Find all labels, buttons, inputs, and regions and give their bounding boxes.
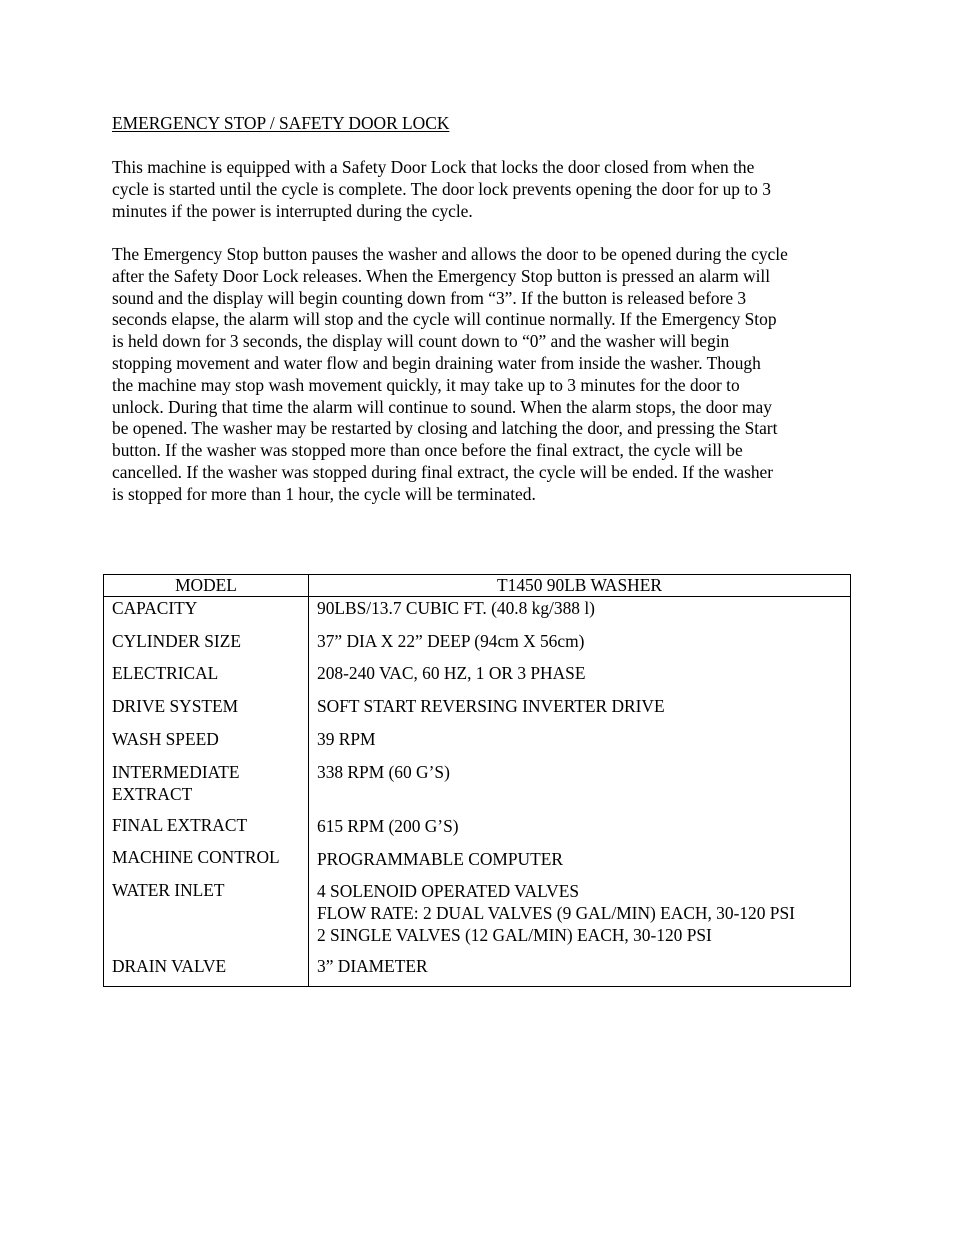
- value-line: PROGRAMMABLE COMPUTER: [317, 849, 563, 869]
- safety-door-lock-paragraph: [112, 157, 771, 222]
- paragraph-line: the machine may stop wash movement quickly, it may take up to 3 minutes for the door to: [112, 374, 740, 395]
- specifications-table: [103, 574, 851, 987]
- spec-label-drive-system: [112, 696, 304, 718]
- value-line: SOFT START REVERSING INVERTER DRIVE: [317, 696, 665, 716]
- table-header-model-name: T1450 90LB WASHER: [497, 575, 662, 595]
- spec-value-machine-control: [317, 849, 563, 871]
- paragraph-line: unlock. During that time the alarm will continue to sound. When the alarm stops, the door may: [112, 396, 772, 417]
- label-line: DRIVE SYSTEM: [112, 696, 239, 716]
- value-line: 3” DIAMETER: [317, 956, 428, 976]
- value-line: 4 SOLENOID OPERATED VALVES: [317, 881, 580, 901]
- value-line: 615 RPM (200 G’S): [317, 816, 459, 836]
- spec-value-final-extract: [317, 816, 459, 838]
- paragraph-line: after the Safety Door Lock releases. When the Emergency Stop button is pressed an alarm will: [112, 265, 771, 286]
- label-line: INTERMEDIATE: [112, 762, 240, 782]
- value-line: 39 RPM: [317, 729, 376, 749]
- paragraph-line: stopping movement and water flow and begin draining water from inside the washer. Though: [112, 352, 761, 373]
- label-line: FINAL EXTRACT: [112, 815, 248, 835]
- spec-value-electrical: [317, 663, 585, 685]
- label-line: CAPACITY: [112, 598, 198, 618]
- paragraph-line: is held down for 3 seconds, the display will count down to “0” and the washer will begin: [112, 331, 730, 352]
- spec-label-final-extract: [112, 815, 304, 837]
- spec-value-intermediate-extract: [317, 762, 450, 784]
- spec-value-drive-system: [317, 696, 665, 718]
- spec-value-cylinder-size: [317, 631, 584, 653]
- value-line: FLOW RATE: 2 DUAL VALVES (9 GAL/MIN) EACH, 30-120 PSI: [317, 902, 795, 923]
- spec-value-wash-speed: [317, 729, 375, 751]
- section-heading: EMERGENCY STOP / SAFETY DOOR LOCK: [112, 113, 450, 133]
- label-line: ELECTRICAL: [112, 663, 219, 683]
- label-line: WASH SPEED: [112, 729, 219, 749]
- spec-value-drain-valve: [317, 956, 428, 978]
- spec-label-cylinder-size: [112, 631, 304, 653]
- label-line: WATER INLET: [112, 880, 225, 900]
- value-line: 208-240 VAC, 60 HZ, 1 OR 3 PHASE: [317, 663, 586, 683]
- spec-label-drain-valve: [112, 956, 304, 978]
- paragraph-line: be opened. The washer may be restarted by closing and latching the door, and pressing the Start: [112, 418, 778, 439]
- value-line: 37” DIA X 22” DEEP (94cm X 56cm): [317, 631, 585, 651]
- paragraph-line: The Emergency Stop button pauses the washer and allows the door to be opened during the cycle: [112, 244, 788, 264]
- emergency-stop-paragraph: [112, 244, 788, 506]
- spec-label-intermediate-extract: [112, 762, 304, 806]
- paragraph-line: seconds elapse, the alarm will stop and the cycle will continue normally. If the Emergency Stop: [112, 309, 777, 330]
- spec-label-water-inlet: [112, 880, 304, 902]
- label-line: CYLINDER SIZE: [112, 631, 241, 651]
- spec-label-machine-control: [112, 847, 304, 869]
- value-line: 2 SINGLE VALVES (12 GAL/MIN) EACH, 30-120 PSI: [317, 924, 712, 945]
- header-divider: [104, 596, 850, 597]
- column-divider: [308, 575, 309, 986]
- paragraph-line: cycle is started until the cycle is complete. The door lock prevents opening the door for up to 3: [112, 178, 771, 199]
- paragraph-line: sound and the display will begin counting down from “3”. If the button is released before 3: [112, 287, 747, 308]
- paragraph-line: This machine is equipped with a Safety Door Lock that locks the door closed from when the: [112, 157, 755, 177]
- label-line: DRAIN VALVE: [112, 956, 227, 976]
- spec-value-water-inlet: [317, 881, 795, 946]
- spec-label-wash-speed: [112, 729, 304, 751]
- spec-label-electrical: [112, 663, 304, 685]
- paragraph-line: minutes if the power is interrupted during the cycle.: [112, 200, 473, 221]
- label-line: EXTRACT: [112, 783, 193, 804]
- spec-label-capacity: [112, 598, 304, 620]
- spec-value-capacity: [317, 598, 595, 620]
- paragraph-line: cancelled. If the washer was stopped during final extract, the cycle will be ended. If the washer: [112, 461, 774, 482]
- value-line: 338 RPM (60 G’S): [317, 762, 450, 782]
- label-line: MACHINE CONTROL: [112, 847, 280, 867]
- table-header-model: MODEL: [175, 575, 237, 595]
- paragraph-line: is stopped for more than 1 hour, the cycle will be terminated.: [112, 483, 536, 504]
- paragraph-line: button. If the washer was stopped more than once before the final extract, the cycle will be: [112, 440, 743, 461]
- value-line: 90LBS/13.7 CUBIC FT. (40.8 kg/388 l): [317, 598, 595, 618]
